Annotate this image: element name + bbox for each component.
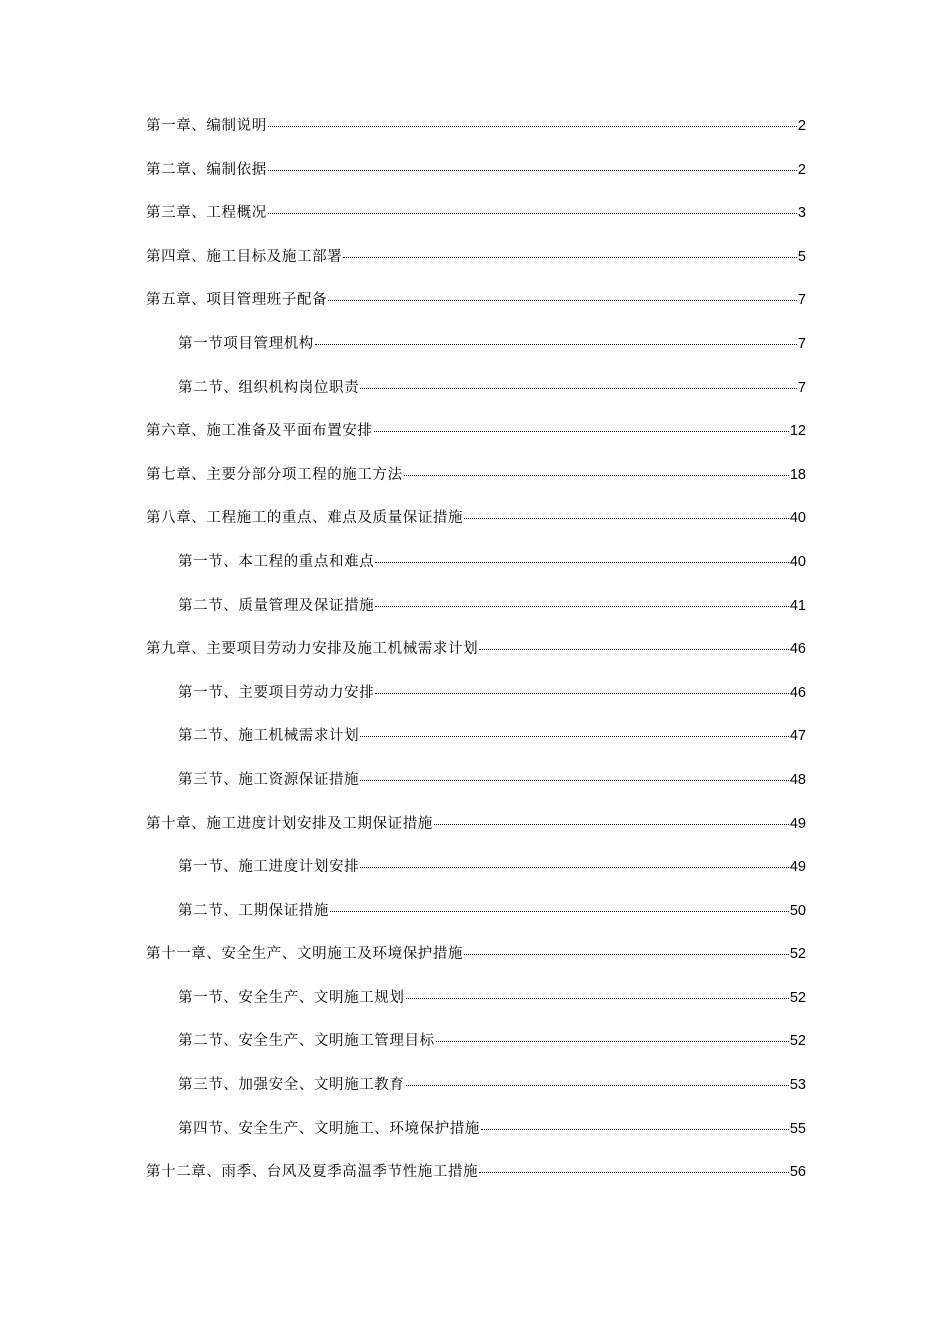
toc-entry-title: 第九章、主要项目劳动力安排及施工机械需求计划 <box>146 641 479 658</box>
toc-entry-title: 第一节、安全生产、文明施工规划 <box>178 989 405 1006</box>
toc-chapter-entry[interactable] <box>146 201 806 245</box>
toc-dot-leader <box>330 911 789 912</box>
toc-entry-title: 第五章、项目管理班子配备 <box>146 292 328 309</box>
toc-entry-title: 第一节项目管理机构 <box>178 335 314 352</box>
toc-dot-leader <box>406 998 789 999</box>
toc-chapter-entry[interactable] <box>146 637 806 681</box>
toc-page-number: 3 <box>797 205 806 222</box>
toc-page-number: 12 <box>789 423 806 440</box>
toc-dot-leader <box>404 475 789 476</box>
toc-page-number: 40 <box>789 510 806 527</box>
toc-entry-title: 第四章、施工目标及施工部署 <box>146 248 343 265</box>
toc-dot-leader <box>436 1041 789 1042</box>
toc-dot-leader <box>464 518 789 519</box>
toc-page-number: 52 <box>789 989 806 1006</box>
toc-chapter-entry[interactable] <box>146 942 806 986</box>
toc-dot-leader <box>360 736 789 737</box>
toc-dot-leader <box>479 1172 789 1173</box>
toc-section-entry[interactable] <box>146 724 806 768</box>
toc-page-number: 5 <box>797 248 806 265</box>
toc-chapter-entry[interactable] <box>146 288 806 332</box>
toc-dot-leader <box>315 344 797 345</box>
toc-entry-title: 第一章、编制说明 <box>146 118 267 134</box>
toc-entry-title: 第三节、加强安全、文明施工教育 <box>178 1077 405 1094</box>
toc-section-entry[interactable] <box>146 1117 806 1161</box>
toc-page-number: 50 <box>789 902 806 919</box>
toc-chapter-entry[interactable] <box>146 812 806 856</box>
toc-section-entry[interactable] <box>146 594 806 638</box>
toc-entry-title: 第一节、本工程的重点和难点 <box>178 553 375 570</box>
toc-chapter-entry[interactable] <box>146 506 806 550</box>
toc-section-entry[interactable] <box>146 1029 806 1073</box>
toc-entry-title: 第二节、质量管理及保证措施 <box>178 597 375 614</box>
toc-section-entry[interactable] <box>146 899 806 943</box>
toc-entry-title: 第二节、安全生产、文明施工管理目标 <box>178 1033 435 1050</box>
toc-dot-leader <box>268 170 797 171</box>
toc-entry-title: 第一节、施工进度计划安排 <box>178 859 360 876</box>
toc-entry-title: 第三节、施工资源保证措施 <box>178 771 360 788</box>
toc-entry-title: 第二节、施工机械需求计划 <box>178 728 360 745</box>
toc-page-number: 7 <box>797 292 806 309</box>
toc-entry-title: 第二章、编制依据 <box>146 161 267 178</box>
toc-chapter-entry[interactable] <box>146 463 806 507</box>
toc-page-number: 2 <box>797 161 806 178</box>
toc-entry-title: 第四节、安全生产、文明施工、环境保护措施 <box>178 1120 480 1137</box>
toc-entry-title: 第十章、施工进度计划安排及工期保证措施 <box>146 815 433 832</box>
toc-dot-leader <box>360 388 797 389</box>
toc-entry-title: 第十二章、雨季、台风及夏季高温季节性施工措施 <box>146 1164 479 1181</box>
toc-section-entry[interactable] <box>146 332 806 376</box>
table-of-contents <box>146 114 806 1204</box>
toc-dot-leader <box>328 300 797 301</box>
toc-section-entry[interactable] <box>146 855 806 899</box>
toc-section-entry[interactable] <box>146 1073 806 1117</box>
toc-chapter-entry[interactable] <box>146 158 806 202</box>
toc-section-entry[interactable] <box>146 768 806 812</box>
toc-chapter-entry[interactable] <box>146 419 806 463</box>
toc-dot-leader <box>406 1085 789 1086</box>
toc-chapter-entry[interactable] <box>146 245 806 289</box>
toc-page-number: 40 <box>789 553 806 570</box>
toc-entry-title: 第八章、工程施工的重点、难点及质量保证措施 <box>146 510 464 527</box>
toc-dot-leader <box>360 867 789 868</box>
toc-entry-title: 第一节、主要项目劳动力安排 <box>178 684 375 701</box>
toc-dot-leader <box>375 562 789 563</box>
toc-section-entry[interactable] <box>146 986 806 1030</box>
toc-section-entry[interactable] <box>146 550 806 594</box>
toc-page-number: 49 <box>789 815 806 832</box>
toc-page-number: 7 <box>797 335 806 352</box>
toc-entry-title: 第三章、工程概况 <box>146 205 267 222</box>
toc-page-number: 55 <box>789 1120 806 1137</box>
toc-page-number: 7 <box>797 379 806 396</box>
toc-entry-title: 第六章、施工准备及平面布置安排 <box>146 423 373 440</box>
toc-dot-leader <box>375 606 789 607</box>
toc-dot-leader <box>479 649 789 650</box>
toc-dot-leader <box>375 693 789 694</box>
toc-dot-leader <box>268 126 797 127</box>
toc-section-entry[interactable] <box>146 681 806 725</box>
toc-page-number: 18 <box>789 466 806 483</box>
toc-page-number: 41 <box>789 597 806 614</box>
toc-page-number: 46 <box>789 641 806 658</box>
toc-dot-leader <box>464 954 789 955</box>
toc-page-number: 46 <box>789 684 806 701</box>
toc-dot-leader <box>481 1129 789 1130</box>
toc-page-number: 47 <box>789 728 806 745</box>
toc-dot-leader <box>374 431 789 432</box>
toc-entry-title: 第十一章、安全生产、文明施工及环境保护措施 <box>146 946 464 963</box>
toc-dot-leader <box>360 780 789 781</box>
toc-entry-title: 第二节、组织机构岗位职责 <box>178 379 360 396</box>
toc-dot-leader <box>268 213 797 214</box>
toc-page-number: 53 <box>789 1077 806 1094</box>
toc-entry-title: 第二节、工期保证措施 <box>178 902 329 919</box>
toc-dot-leader <box>434 824 789 825</box>
toc-entry-title: 第七章、主要分部分项工程的施工方法 <box>146 466 403 483</box>
toc-page-number: 2 <box>797 118 806 134</box>
toc-dot-leader <box>343 257 797 258</box>
toc-section-entry[interactable] <box>146 376 806 420</box>
toc-page-number: 52 <box>789 1033 806 1050</box>
toc-chapter-entry[interactable] <box>146 1160 806 1204</box>
toc-page-number: 52 <box>789 946 806 963</box>
toc-page-number: 49 <box>789 859 806 876</box>
toc-chapter-entry[interactable] <box>146 114 806 158</box>
toc-page-number: 56 <box>789 1164 806 1181</box>
toc-page-number: 48 <box>789 771 806 788</box>
